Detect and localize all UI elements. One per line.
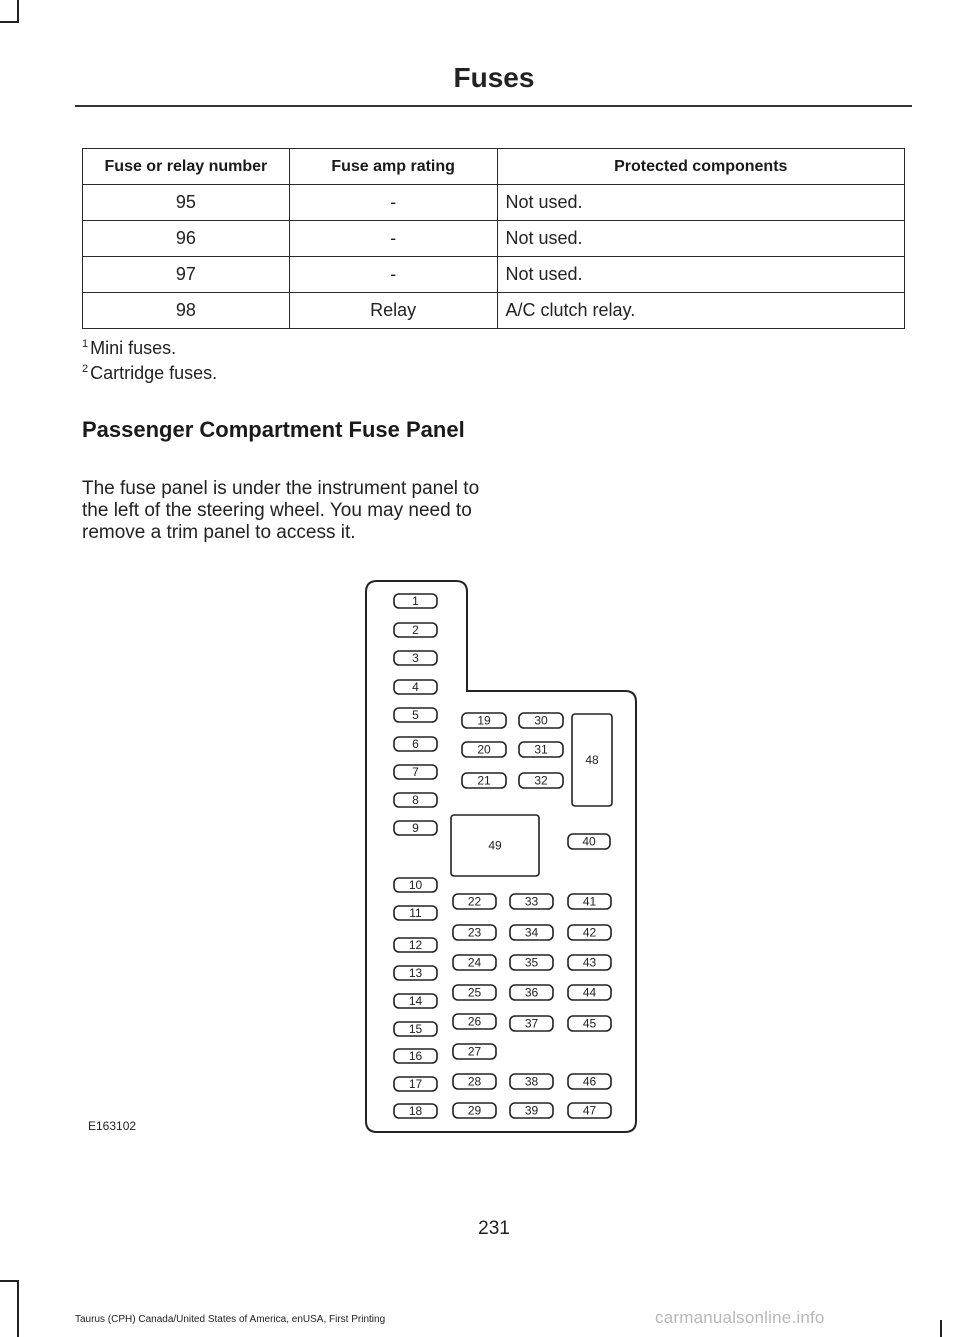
fuse-label: 12 — [408, 938, 423, 952]
cell-component: Not used. — [497, 221, 905, 257]
fuse-slot-35 — [510, 955, 553, 970]
fuse-label: 24 — [467, 955, 482, 970]
fuse-label: 49 — [488, 838, 502, 853]
fuse-slot-41 — [568, 894, 611, 909]
fuse-label: 32 — [534, 773, 548, 788]
fuse-label: 30 — [534, 713, 548, 728]
fuse-slot-11 — [394, 906, 437, 920]
fuse-label: 5 — [412, 708, 419, 722]
fuse-slot-1 — [394, 594, 437, 608]
fuse-slot-22 — [453, 894, 496, 909]
fuse-label: 3 — [412, 651, 419, 665]
fuse-label: 27 — [467, 1044, 482, 1059]
cell-number: 95 — [83, 185, 290, 221]
fuse-label: 25 — [467, 985, 482, 1000]
footnote-marker: 2 — [82, 363, 89, 375]
fuse-slot-27 — [453, 1044, 496, 1059]
fuse-label: 44 — [582, 985, 597, 1000]
fuse-slot-42 — [568, 925, 611, 940]
fuse-slot-38 — [510, 1074, 553, 1089]
page-title: Fuses — [453, 62, 535, 93]
fuse-label: 17 — [408, 1077, 423, 1091]
fuse-slot-33 — [510, 894, 553, 909]
section-heading: Passenger Compartment Fuse Panel — [82, 417, 465, 442]
fuse-label: 20 — [477, 742, 491, 757]
fuse-slot-19 — [462, 713, 506, 728]
column-header-rating: Fuse amp rating — [289, 149, 497, 185]
fuse-label: 4 — [412, 680, 419, 694]
fuse-label: 47 — [582, 1103, 597, 1118]
fuse-slot-44 — [568, 985, 611, 1000]
fuse-label: 38 — [524, 1074, 539, 1089]
fuse-label: 2 — [412, 623, 419, 637]
cell-rating: Relay — [289, 293, 497, 329]
page-number: 231 — [478, 1218, 510, 1239]
fuse-label: 40 — [582, 834, 596, 849]
fuse-slot-30 — [519, 713, 563, 728]
fuse-slot-8 — [394, 793, 437, 807]
fuse-label: 46 — [582, 1074, 597, 1089]
fuse-label: 21 — [477, 773, 491, 788]
cell-number: 97 — [83, 257, 290, 293]
fuse-label: 19 — [477, 713, 491, 728]
fuse-label: 13 — [408, 966, 423, 980]
fuse-label: 41 — [582, 894, 597, 909]
fuse-label: 36 — [524, 985, 539, 1000]
fuse-slot-7 — [394, 765, 437, 779]
fuse-label: 6 — [412, 737, 419, 751]
fuse-slot-43 — [568, 955, 611, 970]
fuse-slot-9 — [394, 821, 437, 835]
fuse-label: 22 — [467, 894, 482, 909]
figure-id: E163102 — [88, 1119, 137, 1133]
fuse-label: 16 — [408, 1049, 423, 1063]
fuse-label: 39 — [524, 1103, 539, 1118]
fuse-label: 33 — [524, 894, 539, 909]
fuse-label: 31 — [534, 742, 548, 757]
fuse-label: 42 — [582, 925, 597, 940]
column-header-component: Protected components — [497, 149, 905, 185]
fuse-slot-16 — [394, 1049, 437, 1063]
fuse-slot-26 — [453, 1014, 496, 1029]
cell-number: 96 — [83, 221, 290, 257]
fuse-label: 8 — [412, 793, 419, 807]
fuse-slot-6 — [394, 737, 437, 751]
fuse-label: 7 — [412, 765, 419, 779]
fuse-label: 18 — [408, 1104, 423, 1118]
fuse-slot-20 — [462, 742, 506, 757]
footnote-text: Cartridge fuses. — [90, 363, 218, 383]
footer-edition: Taurus (CPH) Canada/United States of America, enUSA, First Printing — [75, 1314, 386, 1325]
fuse-label: 35 — [524, 955, 539, 970]
fuse-label: 26 — [467, 1014, 482, 1029]
fuse-slot-34 — [510, 925, 553, 940]
fuse-slot-47 — [568, 1103, 611, 1118]
fuse-slot-14 — [394, 994, 437, 1008]
fuse-slot-37 — [510, 1016, 553, 1031]
fuse-slot-39 — [510, 1103, 553, 1118]
fuse-slot-24 — [453, 955, 496, 970]
cell-rating: - — [289, 185, 497, 221]
fuse-slot-32 — [519, 773, 563, 788]
fuse-label: 43 — [582, 955, 597, 970]
fuse-slot-23 — [453, 925, 496, 940]
fuse-slot-10 — [394, 878, 437, 892]
fuse-slot-18 — [394, 1104, 437, 1118]
fuse-label: 11 — [409, 906, 422, 920]
fuse-slot-45 — [568, 1016, 611, 1031]
cell-component: A/C clutch relay. — [497, 293, 905, 329]
fuse-label: 45 — [582, 1016, 597, 1031]
column-header-number: Fuse or relay number — [83, 149, 290, 185]
fuse-slot-5 — [394, 708, 437, 722]
fuse-slot-2 — [394, 623, 437, 637]
fuse-label: 9 — [412, 821, 419, 835]
footnote-marker: 1 — [82, 338, 89, 350]
fuse-slot-29 — [453, 1103, 496, 1118]
cell-rating: - — [289, 221, 497, 257]
watermark: carmanualsonline.info — [655, 1308, 825, 1327]
fuse-label: 34 — [524, 925, 539, 940]
cell-number: 98 — [83, 293, 290, 329]
fuse-slot-25 — [453, 985, 496, 1000]
fuse-slot-21 — [462, 773, 506, 788]
cell-component: Not used. — [497, 185, 905, 221]
fuse-slot-13 — [394, 966, 437, 980]
fuse-label: 1 — [412, 594, 419, 608]
fuse-slot-12 — [394, 938, 437, 952]
fuse-label: 15 — [408, 1022, 423, 1036]
fuse-slot-46 — [568, 1074, 611, 1089]
fuse-slot-15 — [394, 1022, 437, 1036]
fuse-slot-28 — [453, 1074, 496, 1089]
fuse-label: 28 — [467, 1074, 482, 1089]
fuse-slot-36 — [510, 985, 553, 1000]
fuse-label: 29 — [467, 1103, 482, 1118]
fuse-slot-4 — [394, 680, 437, 694]
cell-component: Not used. — [497, 257, 905, 293]
relay-slot-49 — [451, 815, 539, 876]
fuse-label: 14 — [408, 994, 423, 1008]
relay-slot-48 — [572, 714, 612, 806]
fuse-label: 10 — [408, 878, 423, 892]
fuse-label: 48 — [585, 753, 599, 767]
fuse-label: 23 — [467, 925, 482, 940]
fuse-slot-31 — [519, 742, 563, 757]
cell-rating: - — [289, 257, 497, 293]
fuse-slot-40 — [568, 834, 610, 849]
fuse-slot-17 — [394, 1077, 437, 1091]
section-body: The fuse panel is under the instrument panel to the left of the steering wheel. You may need to remove a trim panel to access it. — [82, 478, 480, 543]
fuse-label: 37 — [524, 1016, 539, 1031]
footnote-text: Mini fuses. — [90, 338, 177, 358]
fuse-slot-3 — [394, 651, 437, 665]
